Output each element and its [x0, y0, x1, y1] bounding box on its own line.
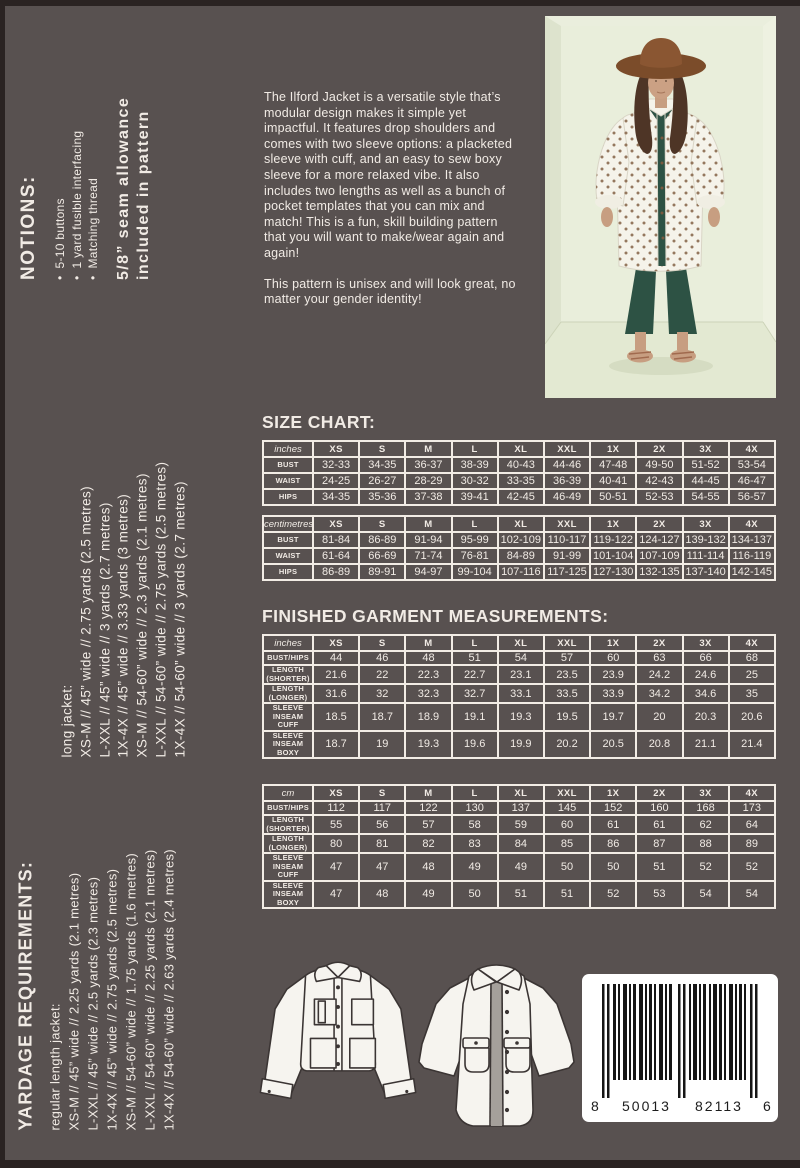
value-cell: 19.9 — [498, 731, 544, 759]
value-cell: 18.7 — [359, 703, 405, 731]
yardage-line: L-XXL // 45” wide // 3 yards (2.7 metres) — [96, 501, 112, 757]
value-cell: 117 — [359, 801, 405, 815]
table-row — [263, 651, 775, 665]
regular-length-title: regular length jacket: — [47, 1002, 62, 1130]
value-cell: 42-43 — [636, 473, 682, 489]
size-header-cell: 1X — [590, 441, 636, 457]
value-cell: 35-36 — [359, 489, 405, 505]
yardage-line: 1X-4X // 45” wide // 3.33 yards (3 metres) — [115, 493, 131, 757]
value-cell: 122 — [405, 801, 451, 815]
value-cell: 48 — [405, 651, 451, 665]
row-label-cell: LENGTH (LONGER) — [263, 834, 313, 853]
finished-table-cm — [262, 784, 776, 909]
value-cell: 18.5 — [313, 703, 359, 731]
value-cell: 19.3 — [405, 731, 451, 759]
value-cell: 22.7 — [452, 665, 498, 684]
value-cell: 94-97 — [405, 564, 451, 580]
value-cell: 64 — [729, 815, 775, 834]
value-cell: 137 — [498, 801, 544, 815]
table-row — [263, 881, 775, 909]
frame-top — [0, 0, 800, 6]
value-cell: 81-84 — [313, 532, 359, 548]
value-cell: 32.3 — [405, 684, 451, 703]
value-cell: 81 — [359, 834, 405, 853]
value-cell: 55 — [313, 815, 359, 834]
size-header-cell: 2X — [636, 785, 682, 801]
value-cell: 86 — [590, 834, 636, 853]
yardage-line: 1X-4X // 54-60” wide // 3 yards (2.7 metres) — [171, 480, 187, 757]
value-cell: 87 — [636, 834, 682, 853]
size-header-cell: S — [359, 635, 405, 651]
yardage-line: L-XXL // 45” wide // 2.5 yards (2.3 metres) — [85, 876, 100, 1130]
value-cell: 168 — [683, 801, 729, 815]
value-cell: 18.7 — [313, 731, 359, 759]
value-cell: 51 — [498, 881, 544, 909]
value-cell: 46-47 — [729, 473, 775, 489]
bullet-icon — [53, 268, 67, 280]
value-cell: 60 — [590, 651, 636, 665]
value-cell: 102-109 — [498, 532, 544, 548]
value-cell: 33.1 — [498, 684, 544, 703]
value-cell: 48 — [405, 853, 451, 881]
size-header-cell: 4X — [729, 785, 775, 801]
value-cell: 51 — [636, 853, 682, 881]
value-cell: 22.3 — [405, 665, 451, 684]
size-header-cell: 1X — [590, 785, 636, 801]
value-cell: 53-54 — [729, 457, 775, 473]
value-cell: 95-99 — [452, 532, 498, 548]
value-cell: 51-52 — [683, 457, 729, 473]
value-cell: 30-32 — [452, 473, 498, 489]
table-row — [263, 731, 775, 759]
size-header-cell: XL — [498, 785, 544, 801]
value-cell: 23.9 — [590, 665, 636, 684]
value-cell: 47 — [359, 853, 405, 881]
frame-left — [0, 0, 5, 1168]
value-cell: 21.1 — [683, 731, 729, 759]
seam-allowance-note: 5/8” seam allowance — [114, 96, 132, 280]
value-cell: 33.5 — [544, 684, 590, 703]
barcode-digit-group: 82113 — [695, 1098, 743, 1114]
row-label-cell: HIPS — [263, 564, 313, 580]
size-header-cell: XXL — [544, 785, 590, 801]
measurement-table — [262, 634, 776, 759]
value-cell: 20 — [636, 703, 682, 731]
yardage-line: XS-M // 45” wide // 2.75 yards (2.5 metres) — [77, 485, 93, 757]
notion-item: 1 yard fusible interfacing — [69, 130, 84, 269]
value-cell: 116-119 — [729, 548, 775, 564]
value-cell: 46 — [359, 651, 405, 665]
value-cell: 20.3 — [683, 703, 729, 731]
value-cell: 50 — [452, 881, 498, 909]
value-cell: 49 — [498, 853, 544, 881]
value-cell: 20.2 — [544, 731, 590, 759]
value-cell: 42-45 — [498, 489, 544, 505]
value-cell: 34.2 — [636, 684, 682, 703]
size-header-cell: XL — [498, 516, 544, 532]
value-cell: 61 — [636, 815, 682, 834]
size-header-cell: 3X — [683, 516, 729, 532]
table-row — [263, 564, 775, 580]
long-jacket-title: long jacket: — [59, 683, 74, 757]
value-cell: 32-33 — [313, 457, 359, 473]
value-cell: 71-74 — [405, 548, 451, 564]
value-cell: 23.1 — [498, 665, 544, 684]
measurement-table — [262, 784, 776, 909]
value-cell: 44 — [313, 651, 359, 665]
value-cell: 22 — [359, 665, 405, 684]
table-row — [263, 801, 775, 815]
barcode-digits — [582, 1098, 778, 1114]
row-label-cell: LENGTH (SHORTER) — [263, 665, 313, 684]
barcode-digit-group: 6 — [763, 1098, 771, 1114]
value-cell: 51 — [544, 881, 590, 909]
value-cell: 50 — [590, 853, 636, 881]
value-cell: 56-57 — [729, 489, 775, 505]
row-label-cell: HIPS — [263, 489, 313, 505]
size-chart-table-inches — [262, 440, 776, 506]
table-row — [263, 834, 775, 853]
value-cell: 34.6 — [683, 684, 729, 703]
value-cell: 89 — [729, 834, 775, 853]
value-cell: 57 — [544, 651, 590, 665]
barcode-digit-group: 8 — [591, 1098, 599, 1114]
value-cell: 101-104 — [590, 548, 636, 564]
value-cell: 132-135 — [636, 564, 682, 580]
table-row — [263, 665, 775, 684]
value-cell: 19.1 — [452, 703, 498, 731]
size-header-cell: 3X — [683, 441, 729, 457]
size-header-cell: 4X — [729, 441, 775, 457]
row-label-cell: SLEEVE INSEAM CUFF — [263, 853, 313, 881]
value-cell: 85 — [544, 834, 590, 853]
size-header-cell: 3X — [683, 635, 729, 651]
size-header-cell: 2X — [636, 635, 682, 651]
yardage-line: XS-M // 45” wide // 2.25 yards (2.1 metres) — [66, 872, 81, 1130]
value-cell: 36-37 — [405, 457, 451, 473]
value-cell: 139-132 — [683, 532, 729, 548]
value-cell: 35 — [729, 684, 775, 703]
value-cell: 23.5 — [544, 665, 590, 684]
value-cell: 44-45 — [683, 473, 729, 489]
value-cell: 40-43 — [498, 457, 544, 473]
size-header-cell: M — [405, 441, 451, 457]
value-cell: 49 — [452, 853, 498, 881]
row-label-cell: BUST/HIPS — [263, 651, 313, 665]
notions-title: NOTIONS: — [18, 175, 39, 280]
finished-table-inches — [262, 634, 776, 759]
value-cell: 37-38 — [405, 489, 451, 505]
value-cell: 40-41 — [590, 473, 636, 489]
table-row — [263, 684, 775, 703]
value-cell: 112 — [313, 801, 359, 815]
finished-measurements-heading: FINISHED GARMENT MEASUREMENTS: — [262, 606, 609, 626]
value-cell: 54-55 — [683, 489, 729, 505]
value-cell: 117-125 — [544, 564, 590, 580]
value-cell: 99-104 — [452, 564, 498, 580]
size-header-cell: 4X — [729, 516, 775, 532]
measurement-table — [262, 440, 776, 506]
value-cell: 50-51 — [590, 489, 636, 505]
value-cell: 66-69 — [359, 548, 405, 564]
yardage-line: XS-M // 54-60” wide // 1.75 yards (1.6 metres) — [123, 852, 138, 1130]
description-paragraph: This pattern is unisex and will look great, no matter your gender identity! — [264, 276, 516, 307]
row-label-cell: BUST — [263, 532, 313, 548]
value-cell: 24.2 — [636, 665, 682, 684]
barcode — [582, 974, 778, 1122]
row-label-cell: SLEEVE INSEAM BOXY — [263, 731, 313, 759]
size-chart-heading: SIZE CHART: — [262, 412, 376, 432]
value-cell: 60 — [544, 815, 590, 834]
yardage-line: XS-M // 54-60” wide // 2.3 yards (2.1 metres) — [134, 472, 150, 757]
size-header-cell: S — [359, 441, 405, 457]
notion-item: Matching thread — [86, 177, 100, 269]
value-cell: 52 — [590, 881, 636, 909]
value-cell: 47 — [313, 853, 359, 881]
value-cell: 18.9 — [405, 703, 451, 731]
table-row — [263, 489, 775, 505]
value-cell: 24.6 — [683, 665, 729, 684]
value-cell: 20.8 — [636, 731, 682, 759]
value-cell: 19.3 — [498, 703, 544, 731]
size-header-cell: 2X — [636, 441, 682, 457]
value-cell: 19.7 — [590, 703, 636, 731]
size-header-cell: S — [359, 785, 405, 801]
value-cell: 33-35 — [498, 473, 544, 489]
value-cell: 91-99 — [544, 548, 590, 564]
value-cell: 111-114 — [683, 548, 729, 564]
table-row — [263, 548, 775, 564]
value-cell: 19.5 — [544, 703, 590, 731]
yardage-title: YARDAGE REQUIREMENTS: — [15, 860, 35, 1130]
value-cell: 21.4 — [729, 731, 775, 759]
value-cell: 61-64 — [313, 548, 359, 564]
value-cell: 52 — [729, 853, 775, 881]
description-paragraph: The Ilford Jacket is a versatile style that’s modular design makes it simple yet impactful. It features drop shoulders and comes with two sleeve options: a placketed sleeve with cuff, and an easy to sew boxy sleeve for a more relaxed vibe. It also includes two lengths as well as a bunch of pocket templates that you can mix and match! This is a fun, skill building pattern that you will want to make/wear again and again! — [264, 90, 513, 260]
frame-bottom — [0, 1160, 800, 1168]
size-header-cell: XL — [498, 441, 544, 457]
value-cell: 68 — [729, 651, 775, 665]
yardage-line: 1X-4X // 45” wide // 2.75 yards (2.5 metres) — [104, 868, 119, 1130]
yardage-line: 1X-4X // 54-60” wide // 2.63 yards (2.4 metres) — [161, 848, 176, 1130]
value-cell: 56 — [359, 815, 405, 834]
value-cell: 84 — [498, 834, 544, 853]
size-header-cell: M — [405, 635, 451, 651]
long-jacket-yardage-section — [58, 362, 190, 757]
value-cell: 62 — [683, 815, 729, 834]
table-row — [263, 815, 775, 834]
value-cell: 89-91 — [359, 564, 405, 580]
size-header-cell: XS — [313, 516, 359, 532]
notion-item: 5-10 buttons — [53, 198, 67, 269]
size-header-cell: L — [452, 785, 498, 801]
value-cell: 39-41 — [452, 489, 498, 505]
size-header-cell: 1X — [590, 516, 636, 532]
value-cell: 66 — [683, 651, 729, 665]
value-cell: 82 — [405, 834, 451, 853]
value-cell: 107-116 — [498, 564, 544, 580]
size-header-cell: L — [452, 441, 498, 457]
measurement-table — [262, 515, 776, 581]
value-cell: 152 — [590, 801, 636, 815]
value-cell: 53 — [636, 881, 682, 909]
size-header-cell: XS — [313, 635, 359, 651]
value-cell: 57 — [405, 815, 451, 834]
size-header-cell: XS — [313, 441, 359, 457]
value-cell: 54 — [683, 881, 729, 909]
value-cell: 84-89 — [498, 548, 544, 564]
yardage-line: L-XXL // 54-60” wide // 2.75 yards (2.5 metres) — [152, 461, 168, 757]
value-cell: 130 — [452, 801, 498, 815]
short-jacket-drawing — [258, 948, 418, 1120]
bullet-icon — [70, 268, 84, 280]
barcode-digit-group: 50013 — [622, 1098, 671, 1114]
value-cell: 38-39 — [452, 457, 498, 473]
value-cell: 160 — [636, 801, 682, 815]
value-cell: 142-145 — [729, 564, 775, 580]
value-cell: 110-117 — [544, 532, 590, 548]
model-photo — [545, 16, 776, 398]
value-cell: 59 — [498, 815, 544, 834]
value-cell: 36-39 — [544, 473, 590, 489]
value-cell: 19 — [359, 731, 405, 759]
value-cell: 145 — [544, 801, 590, 815]
value-cell: 47 — [313, 881, 359, 909]
unit-cell: inches — [263, 635, 313, 651]
size-header-cell: L — [452, 516, 498, 532]
value-cell: 49-50 — [636, 457, 682, 473]
long-jacket-drawing — [414, 952, 579, 1142]
value-cell: 49 — [405, 881, 451, 909]
size-header-cell: S — [359, 516, 405, 532]
unit-cell: inches — [263, 441, 313, 457]
value-cell: 34-35 — [359, 457, 405, 473]
yardage-requirements-section — [15, 782, 190, 1130]
value-cell: 20.6 — [729, 703, 775, 731]
value-cell: 58 — [452, 815, 498, 834]
row-label-cell: WAIST — [263, 473, 313, 489]
table-row — [263, 853, 775, 881]
value-cell: 28-29 — [405, 473, 451, 489]
size-header-cell: XXL — [544, 441, 590, 457]
size-header-cell: XXL — [544, 516, 590, 532]
row-label-cell: LENGTH (SHORTER) — [263, 815, 313, 834]
row-label-cell: WAIST — [263, 548, 313, 564]
value-cell: 54 — [729, 881, 775, 909]
value-cell: 134-137 — [729, 532, 775, 548]
notions-section — [18, 78, 172, 280]
value-cell: 88 — [683, 834, 729, 853]
value-cell: 137-140 — [683, 564, 729, 580]
value-cell: 21.6 — [313, 665, 359, 684]
row-label-cell: BUST — [263, 457, 313, 473]
value-cell: 20.5 — [590, 731, 636, 759]
size-header-cell: L — [452, 635, 498, 651]
value-cell: 26-27 — [359, 473, 405, 489]
value-cell: 31.6 — [313, 684, 359, 703]
value-cell: 48 — [359, 881, 405, 909]
value-cell: 124-127 — [636, 532, 682, 548]
value-cell: 24-25 — [313, 473, 359, 489]
value-cell: 173 — [729, 801, 775, 815]
unit-cell: cm — [263, 785, 313, 801]
bullet-icon — [86, 268, 100, 280]
value-cell: 91-94 — [405, 532, 451, 548]
value-cell: 76-81 — [452, 548, 498, 564]
row-label-cell: LENGTH (LONGER) — [263, 684, 313, 703]
row-label-cell: SLEEVE INSEAM BOXY — [263, 881, 313, 909]
size-header-cell: XXL — [544, 635, 590, 651]
value-cell: 32.7 — [452, 684, 498, 703]
value-cell: 127-130 — [590, 564, 636, 580]
value-cell: 47-48 — [590, 457, 636, 473]
value-cell: 63 — [636, 651, 682, 665]
value-cell: 34-35 — [313, 489, 359, 505]
value-cell: 86-89 — [313, 564, 359, 580]
size-header-cell: XL — [498, 635, 544, 651]
value-cell: 33.9 — [590, 684, 636, 703]
size-header-cell: 1X — [590, 635, 636, 651]
value-cell: 80 — [313, 834, 359, 853]
size-header-cell: XS — [313, 785, 359, 801]
seam-allowance-note: included in pattern — [134, 110, 152, 280]
value-cell: 25 — [729, 665, 775, 684]
unit-cell: centimetres — [263, 516, 313, 532]
table-row — [263, 473, 775, 489]
size-chart-table-cm — [262, 515, 776, 581]
value-cell: 51 — [452, 651, 498, 665]
value-cell: 32 — [359, 684, 405, 703]
table-row — [263, 532, 775, 548]
value-cell: 86-89 — [359, 532, 405, 548]
size-header-cell: 4X — [729, 635, 775, 651]
row-label-cell: SLEEVE INSEAM CUFF — [263, 703, 313, 731]
table-row — [263, 457, 775, 473]
value-cell: 83 — [452, 834, 498, 853]
value-cell: 46-49 — [544, 489, 590, 505]
value-cell: 107-109 — [636, 548, 682, 564]
value-cell: 61 — [590, 815, 636, 834]
value-cell: 54 — [498, 651, 544, 665]
value-cell: 19.6 — [452, 731, 498, 759]
size-header-cell: 3X — [683, 785, 729, 801]
value-cell: 52 — [683, 853, 729, 881]
value-cell: 50 — [544, 853, 590, 881]
row-label-cell: BUST/HIPS — [263, 801, 313, 815]
size-header-cell: 2X — [636, 516, 682, 532]
value-cell: 44-46 — [544, 457, 590, 473]
value-cell: 119-122 — [590, 532, 636, 548]
table-row — [263, 703, 775, 731]
pattern-description — [264, 90, 520, 308]
yardage-line: L-XXL // 54-60” wide // 2.25 yards (2.1 metres) — [142, 849, 157, 1130]
value-cell: 52-53 — [636, 489, 682, 505]
size-header-cell: M — [405, 516, 451, 532]
size-header-cell: M — [405, 785, 451, 801]
